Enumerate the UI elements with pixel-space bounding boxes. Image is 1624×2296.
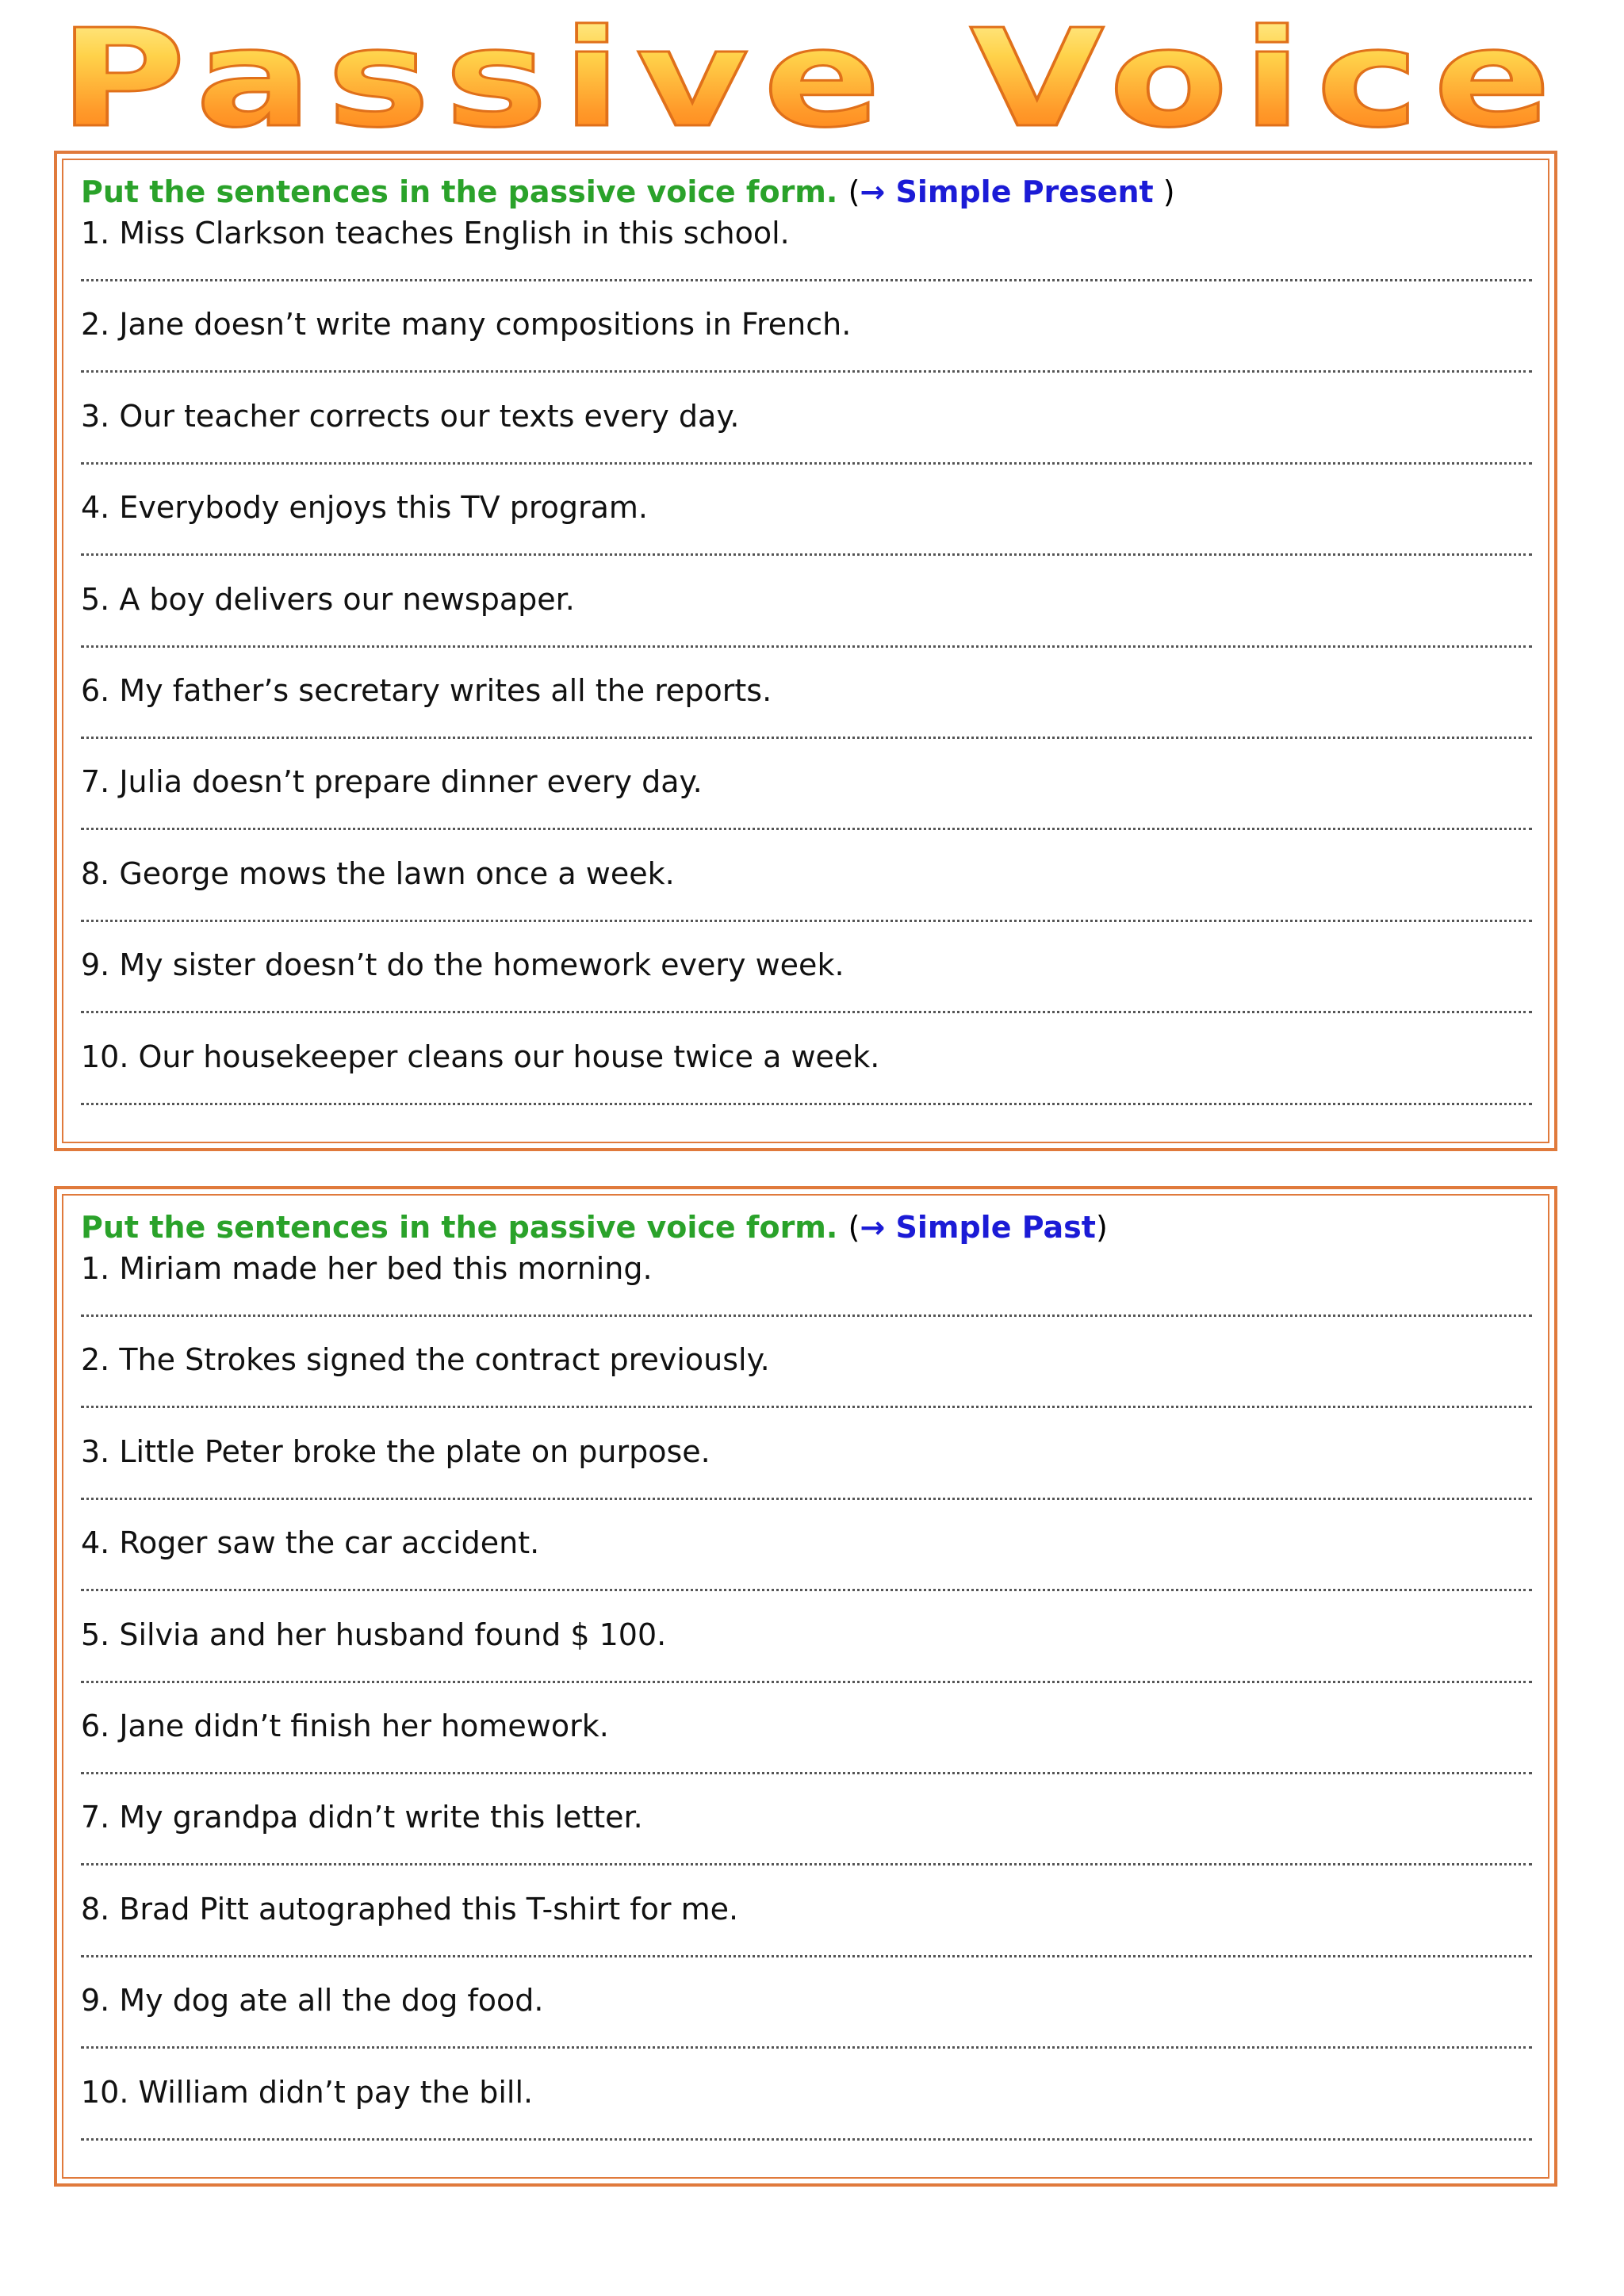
arrow-icon: → — [860, 174, 886, 209]
answer-line[interactable] — [81, 1772, 1532, 1774]
instruction-text: Put the sentences in the passive voice form. — [81, 1210, 838, 1245]
instruction-text: Put the sentences in the passive voice form. — [81, 174, 838, 209]
exercise-sentence: 6. My father’s secretary writes all the reports. — [81, 672, 772, 708]
section-simple-present — [54, 151, 1557, 1151]
exercise-sentence: 2. Jane doesn’t write many compositions in French. — [81, 307, 852, 342]
exercise-list — [81, 1246, 1532, 2161]
tense-label: Simple Past — [895, 1210, 1096, 1245]
exercise-item — [81, 394, 1532, 485]
answer-line[interactable] — [81, 1314, 1532, 1317]
exercise-sentence: 1. Miriam made her bed this morning. — [81, 1251, 653, 1286]
answer-line[interactable] — [81, 1681, 1532, 1683]
answer-line[interactable] — [81, 2138, 1532, 2141]
exercise-sentence: 4. Roger saw the car accident. — [81, 1525, 540, 1561]
answer-line[interactable] — [81, 370, 1532, 373]
exercise-item — [81, 577, 1532, 668]
exercise-sentence: 5. A boy delivers our newspaper. — [81, 581, 575, 617]
exercise-item — [81, 1337, 1532, 1429]
exercise-sentence: 10. William didn’t pay the bill. — [81, 2074, 534, 2110]
exercise-sentence: 1. Miss Clarkson teaches English in this school. — [81, 216, 790, 251]
exercise-sentence: 3. Our teacher corrects our texts every day. — [81, 398, 740, 434]
exercise-list — [81, 211, 1532, 1126]
answer-line[interactable] — [81, 828, 1532, 830]
exercise-item — [81, 2070, 1532, 2161]
section-simple-past — [54, 1186, 1557, 2187]
exercise-sentence: 9. My sister doesn’t do the homework every week. — [81, 947, 845, 983]
answer-line[interactable] — [81, 920, 1532, 922]
answer-line[interactable] — [81, 1011, 1532, 1013]
answer-line[interactable] — [81, 279, 1532, 281]
exercise-item — [81, 1035, 1532, 1126]
exercise-sentence: 7. Julia doesn’t prepare dinner every day. — [81, 764, 703, 800]
arrow-icon: → — [860, 1210, 886, 1245]
answer-line[interactable] — [81, 1863, 1532, 1866]
exercise-sentence: 5. Silvia and her husband found $ 100. — [81, 1617, 667, 1652]
exercise-item — [81, 1521, 1532, 1612]
exercise-item — [81, 211, 1532, 302]
section-instruction: Put the sentences in the passive voice form. (→ Simple Past) — [81, 1210, 1108, 1245]
exercise-item — [81, 760, 1532, 851]
exercise-item — [81, 851, 1532, 943]
exercise-item — [81, 302, 1532, 393]
exercise-sentence: 4. Everybody enjoys this TV program. — [81, 490, 649, 526]
title-text: Passive Voice — [59, 1, 1565, 151]
section-instruction: Put the sentences in the passive voice form. (→ Simple Present ) — [81, 174, 1175, 209]
exercise-sentence: 9. My dog ate all the dog food. — [81, 1983, 544, 2019]
exercise-item — [81, 1246, 1532, 1337]
answer-line[interactable] — [81, 553, 1532, 556]
exercise-sentence: 2. The Strokes signed the contract previously. — [81, 1342, 770, 1378]
answer-line[interactable] — [81, 1955, 1532, 1957]
exercise-item — [81, 1613, 1532, 1704]
tense-label: Simple Present — [895, 174, 1154, 209]
exercise-item — [81, 1978, 1532, 2069]
exercise-item — [81, 668, 1532, 760]
exercise-item — [81, 1795, 1532, 1886]
answer-line[interactable] — [81, 2046, 1532, 2049]
answer-line[interactable] — [81, 462, 1532, 465]
answer-line[interactable] — [81, 737, 1532, 739]
worksheet-title — [0, 0, 1624, 151]
exercise-sentence: 7. My grandpa didn’t write this letter. — [81, 1800, 643, 1835]
exercise-item — [81, 1429, 1532, 1521]
title-wordart — [0, 0, 1624, 151]
answer-line[interactable] — [81, 1498, 1532, 1500]
exercise-item — [81, 485, 1532, 576]
exercise-item — [81, 1887, 1532, 1978]
exercise-sentence: 10. Our housekeeper cleans our house twice a week. — [81, 1039, 880, 1074]
exercise-sentence: 8. Brad Pitt autographed this T-shirt for me. — [81, 1891, 739, 1927]
answer-line[interactable] — [81, 1406, 1532, 1408]
exercise-sentence: 6. Jane didn’t finish her homework. — [81, 1708, 609, 1743]
exercise-item — [81, 1704, 1532, 1795]
exercise-sentence: 3. Little Peter broke the plate on purpose. — [81, 1433, 710, 1469]
exercise-sentence: 8. George mows the lawn once a week. — [81, 855, 675, 891]
answer-line[interactable] — [81, 1103, 1532, 1105]
answer-line[interactable] — [81, 645, 1532, 648]
answer-line[interactable] — [81, 1589, 1532, 1591]
exercise-item — [81, 943, 1532, 1034]
